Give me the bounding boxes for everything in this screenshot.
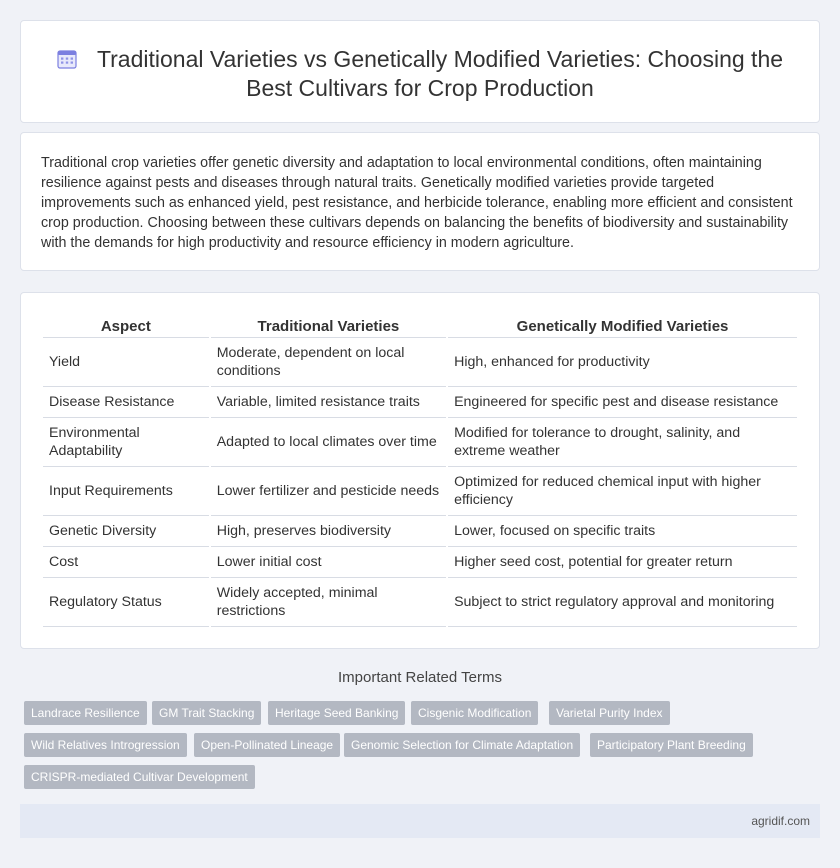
cell-traditional: High, preserves biodiversity [211, 516, 446, 547]
cell-traditional: Lower initial cost [211, 547, 446, 578]
cell-traditional: Variable, limited resistance traits [211, 387, 446, 418]
comparison-card [20, 292, 820, 649]
cell-aspect: Input Requirements [43, 467, 209, 516]
table-row [43, 387, 797, 418]
table-row [43, 516, 797, 547]
title-card [20, 20, 820, 123]
cell-gm: Lower, focused on specific traits [448, 516, 797, 547]
calendar-icon [57, 49, 77, 69]
cell-gm: Modified for tolerance to drought, salinity, and extreme weather [448, 418, 797, 467]
related-term-tag[interactable]: Varietal Purity Index [549, 701, 670, 725]
cell-aspect: Genetic Diversity [43, 516, 209, 547]
header-gm: Genetically Modified Varieties [448, 316, 797, 338]
header-traditional: Traditional Varieties [211, 316, 446, 338]
related-term-tag[interactable]: Participatory Plant Breeding [590, 733, 753, 757]
table-row [43, 578, 797, 627]
cell-gm: Optimized for reduced chemical input with higher efficiency [448, 467, 797, 516]
footer-bar [20, 804, 820, 838]
cell-aspect: Regulatory Status [43, 578, 209, 627]
page-title-wrap [21, 45, 819, 103]
comparison-table [41, 316, 799, 627]
table-row [43, 338, 797, 387]
header-aspect: Aspect [43, 316, 209, 338]
cell-aspect: Environmental Adaptability [43, 418, 209, 467]
cell-gm: Engineered for specific pest and disease resistance [448, 387, 797, 418]
cell-aspect: Disease Resistance [43, 387, 209, 418]
cell-traditional: Widely accepted, minimal restrictions [211, 578, 446, 627]
intro-card [20, 132, 820, 271]
table-row [43, 467, 797, 516]
related-term-tag[interactable]: CRISPR-mediated Cultivar Development [24, 765, 255, 789]
footer-site-link[interactable]: agridif.com [751, 814, 810, 828]
page-title: Traditional Varieties vs Genetically Modified Varieties: Choosing the Best Cultivars for Crop Production [96, 46, 784, 101]
related-term-tag[interactable]: Cisgenic Modification [411, 701, 538, 725]
table-row [43, 418, 797, 467]
table-row [43, 547, 797, 578]
related-term-tag[interactable]: Landrace Resilience [24, 701, 147, 725]
cell-traditional: Moderate, dependent on local conditions [211, 338, 446, 387]
cell-aspect: Cost [43, 547, 209, 578]
cell-gm: High, enhanced for productivity [448, 338, 797, 387]
related-term-tag[interactable]: Heritage Seed Banking [268, 701, 405, 725]
cell-traditional: Lower fertilizer and pesticide needs [211, 467, 446, 516]
cell-traditional: Adapted to local climates over time [211, 418, 446, 467]
cell-gm: Subject to strict regulatory approval and monitoring [448, 578, 797, 627]
cell-aspect: Yield [43, 338, 209, 387]
related-term-tag[interactable]: Genomic Selection for Climate Adaptation [344, 733, 580, 757]
related-term-tag[interactable]: Wild Relatives Introgression [24, 733, 187, 757]
related-term-tag[interactable]: Open-Pollinated Lineage [194, 733, 340, 757]
intro-paragraph: Traditional crop varieties offer genetic diversity and adaptation to local environmental conditions, often maintaining resilience against pests and diseases through natural traits. Genetically modified varieties provide targeted improvements such as enhanced yield, pest resistance, and herbicide tolerance, enabling more efficient and consistent crop production. Choosing between these cultivars depends on balancing the benefits of biodiversity and sustainability with the demands for high productivity and resource efficiency in modern agriculture. [41, 155, 793, 251]
related-term-tag[interactable]: GM Trait Stacking [152, 701, 261, 725]
cell-gm: Higher seed cost, potential for greater return [448, 547, 797, 578]
table-header-row [43, 316, 797, 338]
related-terms-heading: Important Related Terms [338, 669, 502, 686]
